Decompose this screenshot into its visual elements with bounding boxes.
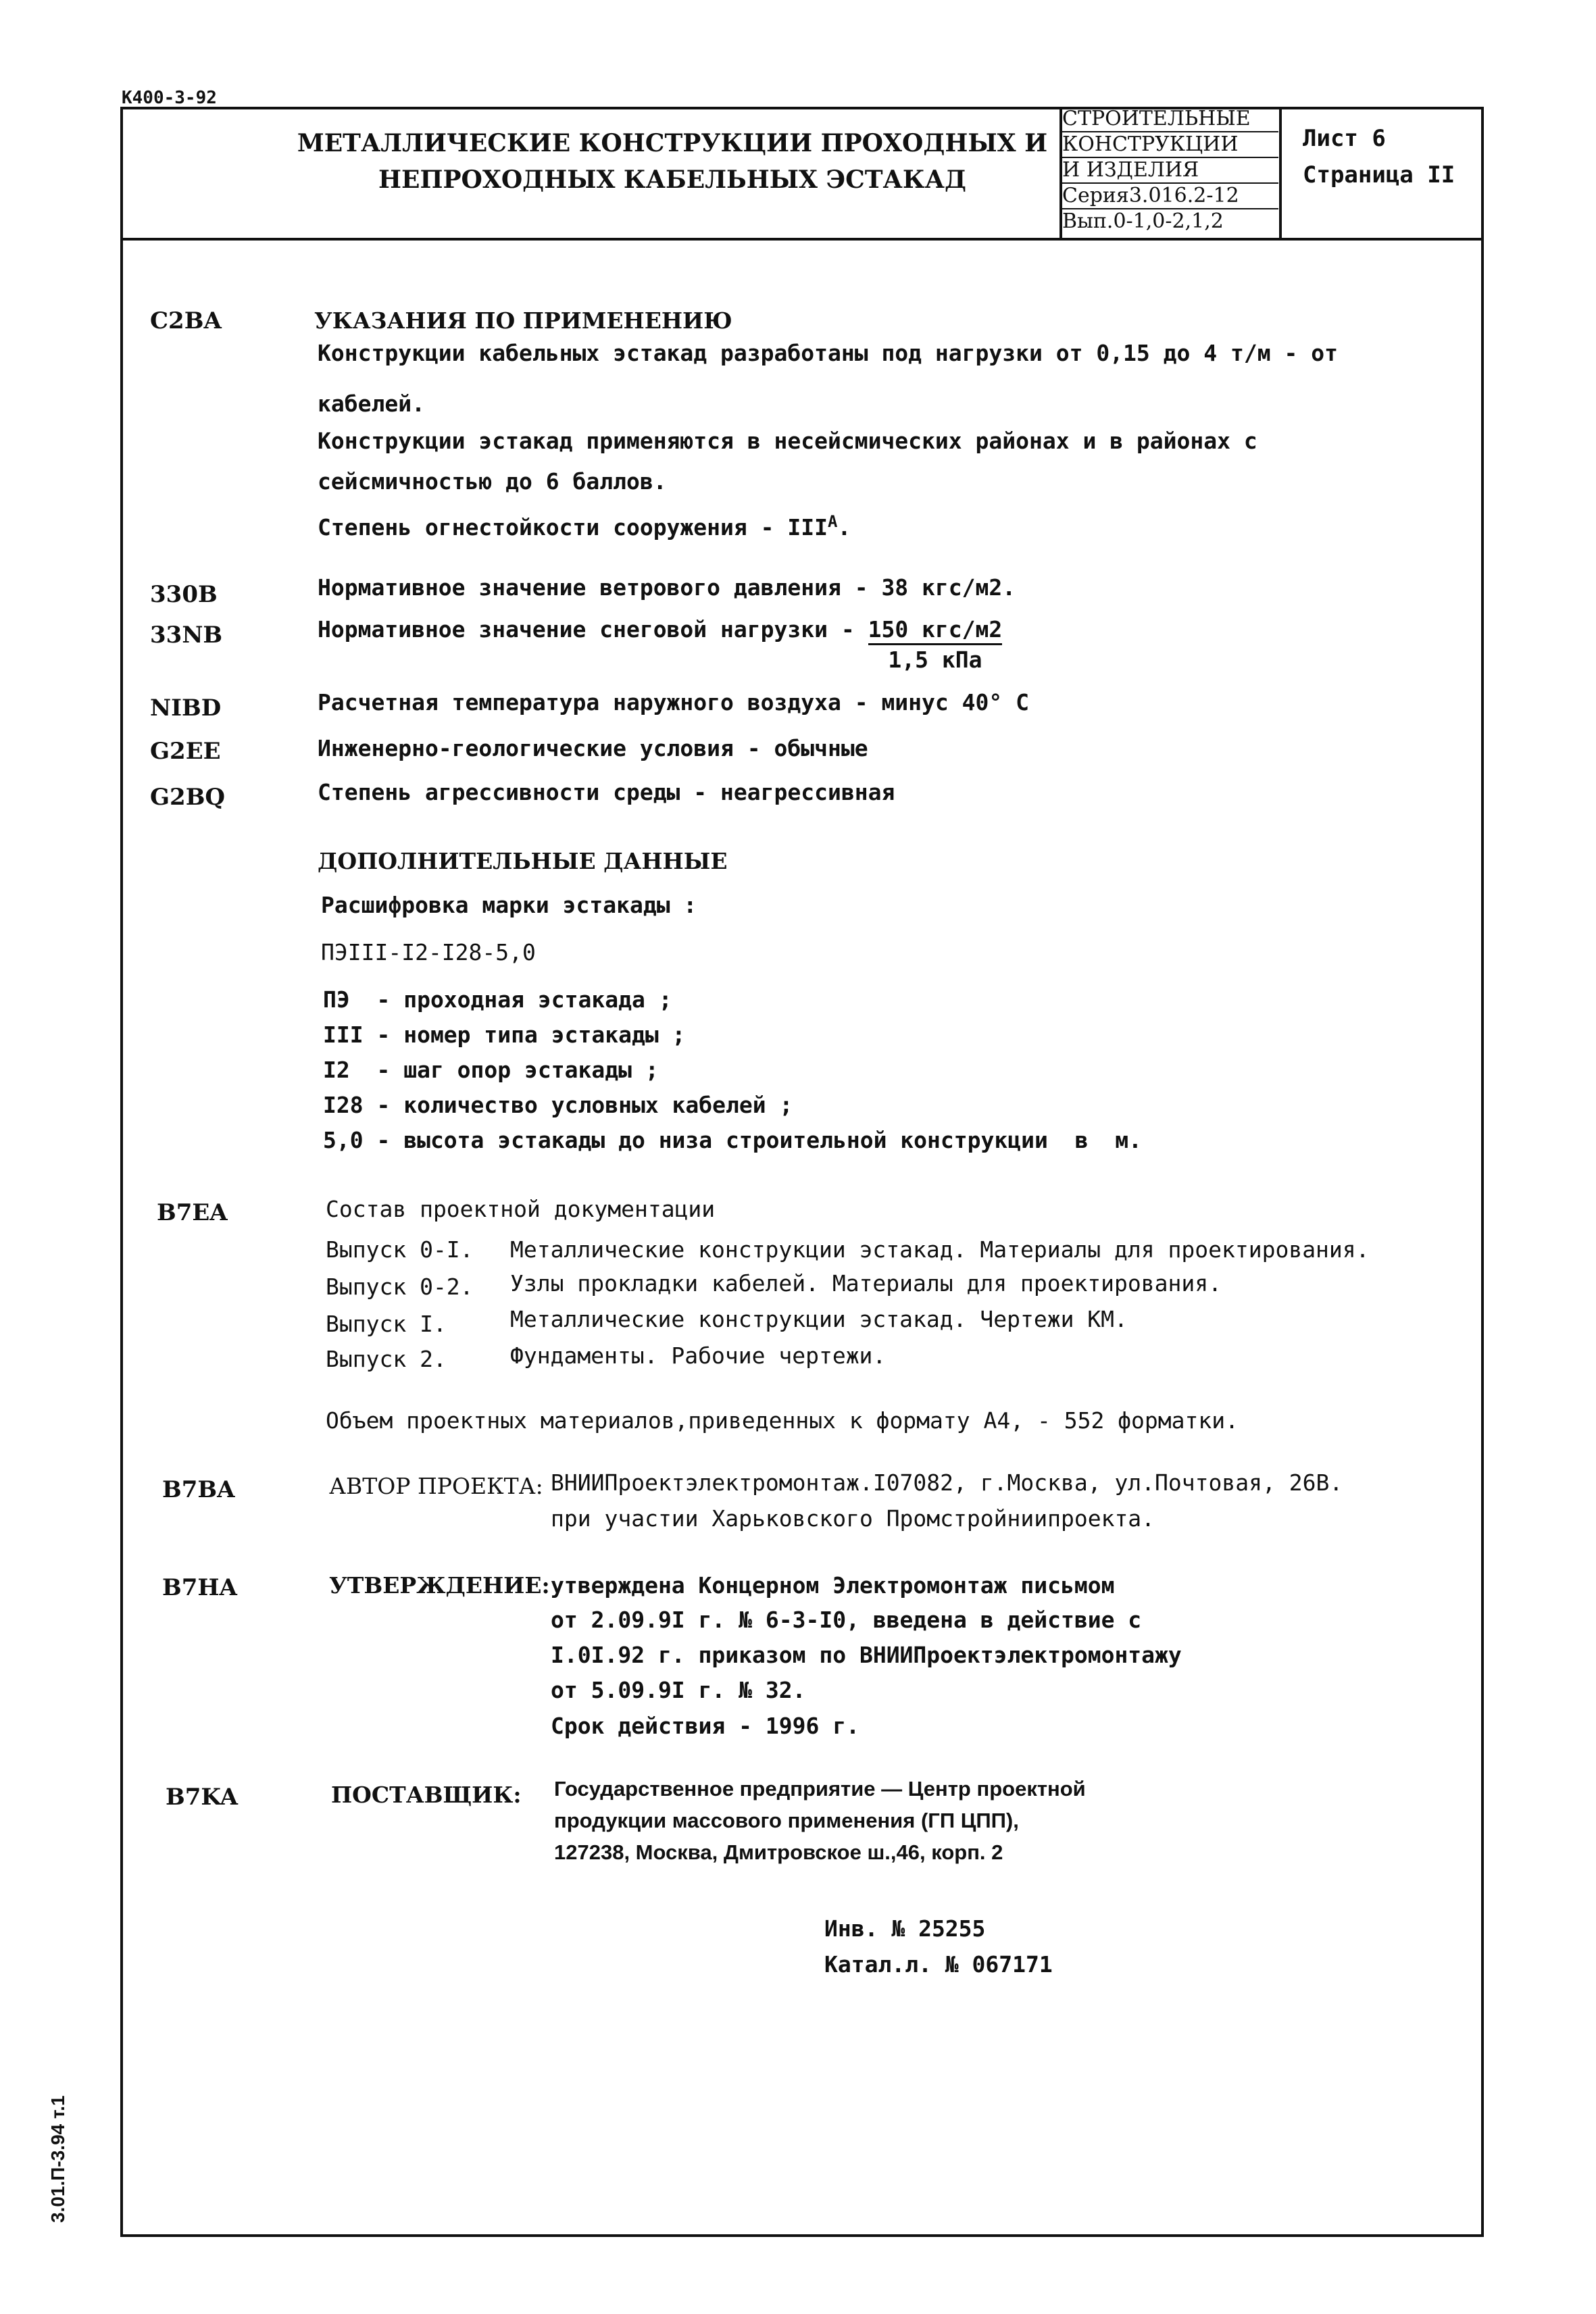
decode-label: Расшифровка марки эстакады : [321, 892, 697, 918]
mark-item: I28 - количество условных кабелей ; [323, 1092, 793, 1118]
supplier-line-3: 127238, Москва, Дмитровское ш.,46, корп. 2 [554, 1840, 1003, 1864]
mark-item: III - номер типа эстакады ; [323, 1022, 686, 1048]
snow-load-numerator: 150 кгс/м2 [868, 616, 1003, 645]
usage-code: C2BA [150, 307, 222, 334]
fire-resistance-text: Степень огнестойкости сооружения - III [318, 514, 828, 540]
param-text: Расчетная температура наружного воздуха - минус 40° С [318, 689, 1029, 715]
snow-load-fraction [868, 616, 1003, 675]
mark-item: ПЭ - проходная эстакада ; [323, 986, 672, 1013]
param-text: Нормативное значение ветрового давления - 38 кгс/м2. [318, 574, 1016, 601]
title-line-1: МЕТАЛЛИЧЕСКИЕ КОНСТРУКЦИИ ПРОХОДНЫХ И [297, 129, 1048, 157]
issue-label: Выпуск 0-I. [326, 1236, 474, 1263]
approval-code: B7HA [162, 1574, 237, 1601]
param-text: Нормативное значение снеговой нагрузки - [318, 616, 868, 643]
composition-code: B7EA [157, 1199, 228, 1226]
param-code: NIBD [150, 695, 222, 722]
usage-p2-line2: сейсмичностью до 6 баллов. [318, 468, 667, 495]
supplier-line-2: продукции массового применения (ГП ЦПП), [554, 1809, 1019, 1832]
param-text: Степень агрессивности среды - неагрессивная [318, 779, 895, 805]
param-code: 33NB [150, 622, 223, 649]
issue-text: Металлические конструкции эстакад. Чертежи КМ. [510, 1306, 1128, 1332]
author-code: B7BA [162, 1476, 235, 1503]
series-line-5: Вып.0-1,0-2,1,2 [1062, 209, 1224, 233]
fire-resistance-sup: А [827, 512, 838, 531]
series-block [1062, 107, 1278, 234]
issue-text: Фундаменты. Рабочие чертежи. [510, 1342, 887, 1369]
approval-line-4: от 5.09.9I г. № 32. [551, 1677, 806, 1703]
approval-line-1: утверждена Концерном Электромонтаж письмом [551, 1572, 1115, 1599]
mark-item: 5,0 - высота эстакады до низа строительной конструкции в м. [323, 1127, 1142, 1153]
composition-heading: Состав проектной документации [326, 1196, 716, 1222]
issue-text: Металлические конструкции эстакад. Материалы для проектирования. [510, 1236, 1370, 1263]
param-code: 330B [150, 581, 218, 608]
extra-heading: ДОПОЛНИТЕЛЬНЫЕ ДАННЫЕ [318, 848, 728, 874]
snow-load [318, 616, 1002, 675]
project-volume: Объем проектных материалов,приведенных к формату А4, - 552 форматки. [326, 1407, 1239, 1434]
header-column-divider-2 [1279, 107, 1282, 238]
inventory-number: Инв. № 25255 [824, 1915, 986, 1942]
title-line-2: НЕПРОХОДНЫХ КАБЕЛЬНЫХ ЭСТАКАД [378, 166, 966, 194]
header-divider [120, 238, 1481, 241]
issue-label: Выпуск 0-2. [326, 1274, 474, 1300]
fire-resistance [318, 512, 851, 540]
supplier-code: B7KA [166, 1784, 238, 1811]
side-stamp: 3.01.П-3.94 т.1 [47, 2095, 68, 2223]
issue-label: Выпуск I. [326, 1311, 447, 1337]
usage-p1-line2: кабелей. [318, 391, 425, 417]
page-number: Страница II [1303, 161, 1455, 188]
approval-line-3: I.0I.92 г. приказом по ВНИИПроектэлектромонтажу [551, 1642, 1182, 1668]
series-line-4: Серия3.016.2-12 [1062, 184, 1278, 209]
author-label: АВТОР ПРОЕКТА: [329, 1473, 543, 1499]
usage-p2-line1: Конструкции эстакад применяются в несейсмических районах и в районах с [318, 428, 1257, 454]
param-code: G2EE [150, 738, 221, 765]
fire-resistance-end: . [837, 514, 851, 540]
issue-label: Выпуск 2. [326, 1346, 447, 1372]
approval-line-5: Срок действия - 1996 г. [551, 1713, 859, 1739]
param-text: Инженерно-геологические условия - обычные [318, 735, 868, 761]
document-code: К400-3-92 [122, 88, 217, 108]
estakada-mark: ПЭIII-I2-I28-5,0 [321, 939, 536, 965]
usage-p1-line1: Конструкции кабельных эстакад разработаны под нагрузки от 0,15 до 4 т/м - от [318, 340, 1338, 366]
author-line-1: ВНИИПроектэлектромонтаж.I07082, г.Москва, ул.Почтовая, 26В. [551, 1469, 1343, 1496]
series-line-2: КОНСТРУКЦИИ [1062, 132, 1278, 158]
mark-item: I2 - шаг опор эстакады ; [323, 1057, 659, 1083]
page-frame [120, 107, 1484, 2237]
sheet-info [1303, 120, 1455, 193]
usage-heading: УКАЗАНИЯ ПО ПРИМЕНЕНИЮ [314, 307, 732, 334]
param-code: G2BQ [150, 784, 226, 811]
sheet-number: Лист 6 [1303, 125, 1386, 152]
supplier-label: ПОСТАВЩИК: [331, 1782, 522, 1808]
author-line-2: при участии Харьковского Промстройниипроекта. [551, 1505, 1155, 1532]
issue-text: Узлы прокладки кабелей. Материалы для проектирования. [510, 1270, 1222, 1297]
series-line-3: И ИЗДЕЛИЯ [1062, 158, 1278, 184]
document-title [284, 125, 1061, 198]
approval-label: УТВЕРЖДЕНИЕ: [329, 1572, 550, 1599]
snow-load-denominator: 1,5 кПа [888, 647, 982, 673]
catalog-number: Катал.л. № 067171 [824, 1951, 1053, 1978]
supplier-line-1: Государственное предприятие — Центр проектной [554, 1777, 1086, 1801]
series-line-1: СТРОИТЕЛЬНЫЕ [1062, 107, 1278, 132]
approval-line-2: от 2.09.9I г. № 6-3-I0, введена в действие с [551, 1607, 1142, 1633]
